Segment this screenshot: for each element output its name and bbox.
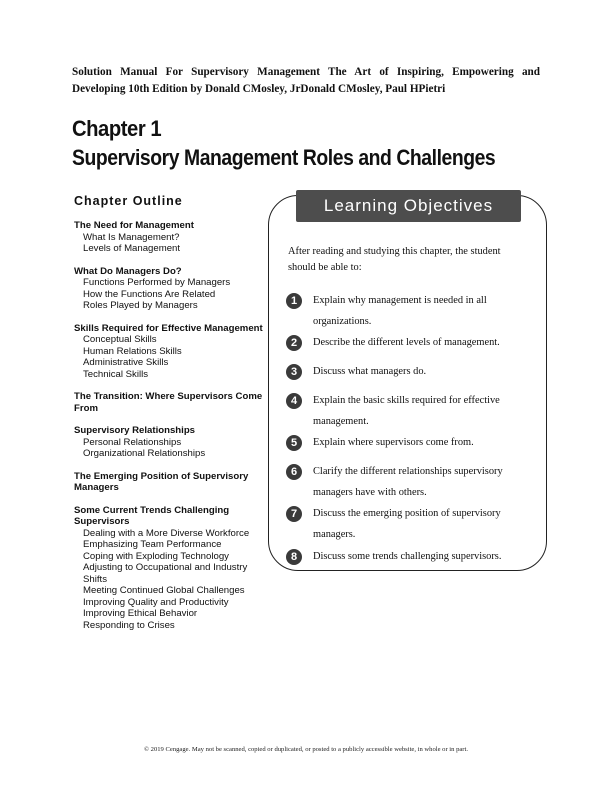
objective-text: Explain where supervisors come from. xyxy=(313,437,474,448)
outline-subitem: Levels of Management xyxy=(83,243,181,254)
outline-section xyxy=(74,266,264,312)
outline-section xyxy=(74,425,264,460)
outline-subitem: Improving Ethical Behavior xyxy=(83,608,198,619)
objective-text: Describe the different levels of management. xyxy=(313,337,500,348)
outline-subitem: What Is Management? xyxy=(83,231,180,243)
outline-subitem: Roles Played by Managers xyxy=(83,300,198,311)
outline-subitem: Technical Skills xyxy=(83,368,149,380)
chapter-outline xyxy=(74,194,264,642)
objective-number-badge: 5 xyxy=(286,435,302,451)
outline-section xyxy=(74,471,264,494)
outline-section-title: What Do Managers Do? xyxy=(74,265,182,277)
objective-number-badge: 8 xyxy=(286,549,302,565)
outline-subitem: Functions Performed by Managers xyxy=(83,277,231,288)
outline-section-title: Supervisory Relationships xyxy=(74,425,196,436)
objective-number-badge: 4 xyxy=(286,393,302,409)
objective-text: Clarify the different relationships supervisory managers have with others. xyxy=(313,466,503,498)
objective-number-badge: 3 xyxy=(286,364,302,380)
objective-number-badge: 7 xyxy=(286,506,302,522)
learning-objectives-heading: Learning Objectives xyxy=(296,190,521,222)
document-header-title: Solution Manual For Supervisory Management The Art of Inspiring, Empowering and Developing 10th Edition by Donald CMosley, JrDonald CMosley, Paul HPietri xyxy=(72,66,540,95)
outline-section-title: The Transition: Where Supervisors Come From xyxy=(74,391,263,414)
outline-section xyxy=(74,323,264,381)
learning-objectives-intro: After reading and studying this chapter, the student should be able to: xyxy=(288,246,501,273)
outline-subitem: Improving Quality and Productivity xyxy=(83,596,229,608)
outline-section xyxy=(74,220,264,255)
objective-text: Discuss what managers do. xyxy=(313,366,427,377)
outline-subitem: Human Relations Skills xyxy=(83,345,182,357)
outline-section xyxy=(74,505,264,632)
outline-subitem: Emphasizing Team Performance xyxy=(83,539,222,550)
objective-number-badge: 1 xyxy=(286,293,302,309)
outline-subitem: Meeting Continued Global Challenges xyxy=(83,585,245,596)
outline-subitem: Organizational Relationships xyxy=(83,448,206,459)
copyright-footer: © 2019 Cengage. May not be scanned, copied or duplicated, or posted to a publicly accessible website, in whole or in part. xyxy=(144,746,468,753)
outline-subitem: Dealing with a More Diverse Workforce xyxy=(83,527,250,539)
chapter-title: Supervisory Management Roles and Challenges xyxy=(72,145,496,170)
outline-subitem: How the Functions Are Related xyxy=(83,288,216,300)
outline-subitem: Conceptual Skills xyxy=(83,334,157,345)
outline-section-title: The Emerging Position of Supervisory Managers xyxy=(74,470,249,493)
objective-text: Explain why management is needed in all organizations. xyxy=(313,295,487,327)
objective-text: Explain the basic skills required for effective management. xyxy=(313,395,500,427)
outline-subitem: Personal Relationships xyxy=(83,436,182,448)
objective-number-badge: 6 xyxy=(286,464,302,480)
outline-section-title: Skills Required for Effective Management xyxy=(74,322,263,334)
outline-heading: Chapter Outline xyxy=(74,194,183,208)
outline-section-title: The Need for Management xyxy=(74,220,194,231)
chapter-number: Chapter 1 xyxy=(72,116,162,141)
objective-text: Discuss the emerging position of supervisory managers. xyxy=(313,508,501,540)
outline-section xyxy=(74,391,264,414)
objective-number-badge: 2 xyxy=(286,335,302,351)
outline-subitem: Administrative Skills xyxy=(83,357,169,368)
outline-section-title: Some Current Trends Challenging Supervisors xyxy=(74,504,230,527)
outline-subitem: Coping with Exploding Technology xyxy=(83,550,229,562)
outline-subitem: Adjusting to Occupational and Industry Shifts xyxy=(83,562,248,585)
objective-text: Discuss some trends challenging supervisors. xyxy=(313,551,502,562)
outline-subitem: Responding to Crises xyxy=(83,619,175,631)
